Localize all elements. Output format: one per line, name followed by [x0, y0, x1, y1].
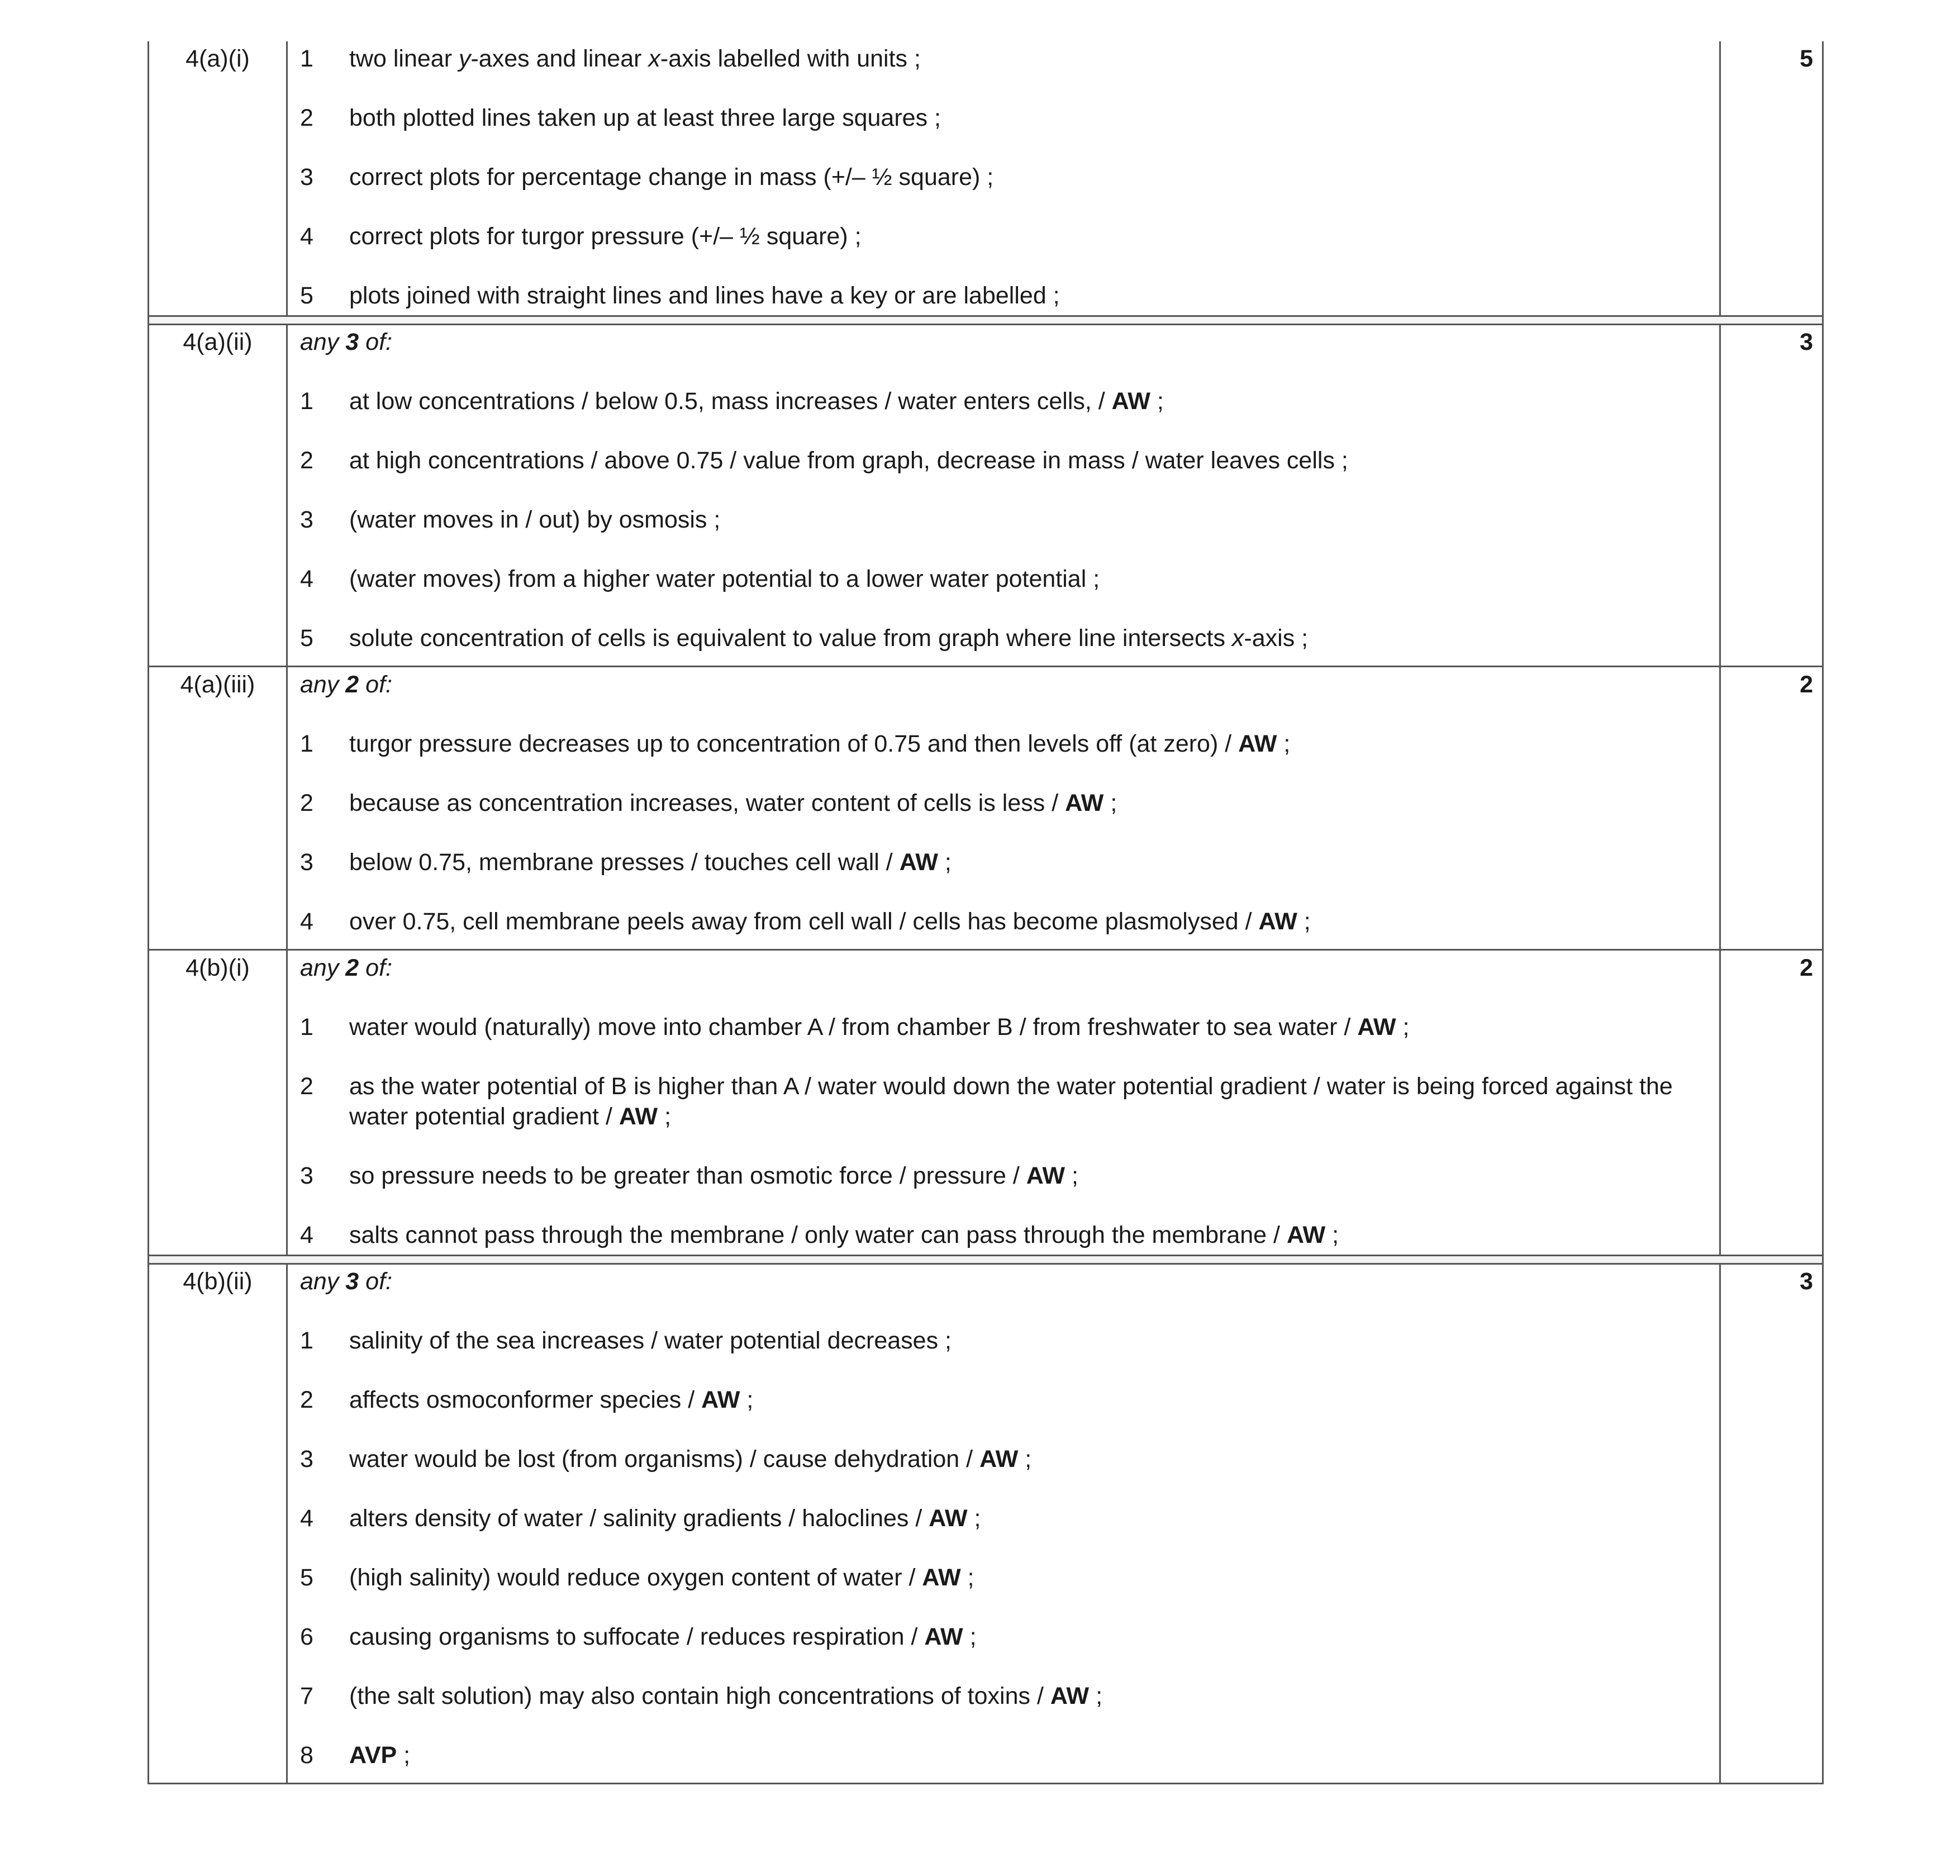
text-run: any	[300, 329, 346, 355]
bold-text: AW	[899, 849, 938, 876]
text-run: ;	[963, 1623, 977, 1650]
text-run: correct plots for percentage change in mass (+/– ½ square) ;	[349, 164, 994, 191]
point-text	[349, 1622, 1708, 1652]
point-text	[349, 1220, 1708, 1250]
text-run: ;	[1396, 1014, 1410, 1041]
text-run: -axis ;	[1244, 625, 1309, 652]
point-text	[349, 564, 1708, 594]
question-row	[148, 949, 1824, 1262]
question-number: 4(b)(i)	[149, 951, 288, 1262]
question-row	[148, 1262, 1824, 1784]
text-run: -axes and linear	[470, 45, 649, 72]
point-text	[349, 1503, 1708, 1533]
marking-point	[300, 847, 1708, 877]
text-run: ;	[1065, 1162, 1078, 1189]
question-number: 4(a)(i)	[149, 41, 288, 323]
point-number: 3	[300, 849, 313, 876]
bold-text: AW	[1065, 790, 1104, 816]
marking-point	[300, 281, 1708, 311]
text-run: salinity of the sea increases / water potential decreases ;	[349, 1327, 952, 1354]
point-text	[349, 788, 1708, 818]
point-number: 1	[300, 1327, 313, 1354]
text-run: salts cannot pass through the membrane / only water can pass through the membrane /	[349, 1222, 1287, 1248]
point-text	[349, 1012, 1708, 1042]
text-run: ;	[1325, 1222, 1339, 1248]
text-run: alters density of water / salinity gradients / haloclines /	[349, 1505, 929, 1532]
bold-text: AW	[1258, 908, 1297, 935]
question-number: 4(a)(iii)	[149, 667, 288, 949]
text-run: any	[300, 954, 346, 981]
text-run: ;	[960, 1564, 974, 1591]
bold-text: AW	[1286, 1222, 1326, 1248]
bold-text: AW	[1357, 1014, 1396, 1041]
bold-text: AW	[979, 1446, 1019, 1473]
point-number: 2	[300, 1386, 313, 1413]
marking-point	[300, 1071, 1708, 1132]
bold-text: 2	[345, 954, 359, 981]
question-row	[148, 41, 1824, 323]
marking-point	[300, 386, 1708, 416]
point-number: 3	[300, 506, 313, 533]
bold-text: 3	[345, 1268, 359, 1295]
marking-point	[300, 103, 1708, 133]
text-run: ;	[938, 849, 952, 876]
text-run: ;	[1089, 1683, 1103, 1709]
point-number: 4	[300, 566, 313, 592]
point-number: 3	[300, 164, 313, 191]
answer-intro	[300, 327, 1708, 357]
point-text	[349, 1326, 1708, 1356]
marking-point	[300, 1622, 1708, 1652]
point-number: 5	[300, 1564, 313, 1591]
point-text	[349, 445, 1708, 476]
text-run: below 0.75, membrane presses / touches cell wall /	[349, 849, 900, 876]
point-text	[349, 103, 1708, 133]
text-run: at low concentrations / below 0.5, mass increases / water enters cells, /	[349, 388, 1112, 415]
text-run: ;	[1150, 388, 1164, 415]
text-run: of:	[359, 671, 392, 698]
text-run: as the water potential of B is higher than A / water would down the water potential gradient / water is being forced against the water potential gradient /	[349, 1073, 1673, 1130]
point-text	[349, 1444, 1708, 1474]
bold-text: AW	[929, 1505, 968, 1532]
text-run: at high concentrations / above 0.75 / value from graph, decrease in mass / water leaves cells ;	[349, 447, 1348, 474]
point-number: 7	[300, 1683, 313, 1709]
point-text	[349, 505, 1708, 535]
point-number: 5	[300, 625, 313, 652]
italic-text: y	[458, 45, 471, 72]
text-run: -axis labelled with units ;	[660, 45, 921, 72]
bold-text: AW	[619, 1103, 658, 1130]
bold-text: AW	[1111, 388, 1150, 415]
text-run: ;	[397, 1742, 411, 1769]
text-run: of:	[359, 954, 392, 981]
text-run: correct plots for turgor pressure (+/– ½ square) ;	[349, 223, 862, 250]
point-number: 1	[300, 388, 313, 415]
bold-text: AW	[924, 1623, 963, 1650]
marking-point	[300, 221, 1708, 251]
point-text	[349, 847, 1708, 877]
point-number: 1	[300, 730, 313, 757]
point-number: 2	[300, 1073, 313, 1100]
marking-point	[300, 1161, 1708, 1191]
point-number: 5	[300, 282, 313, 309]
marking-point	[300, 729, 1708, 759]
bold-text: 2	[345, 671, 359, 698]
point-text	[349, 1562, 1708, 1593]
bold-text: 3	[345, 329, 359, 355]
point-text	[349, 623, 1708, 653]
marking-point	[300, 1681, 1708, 1711]
question-row	[148, 666, 1824, 949]
point-number: 4	[300, 1505, 313, 1532]
text-run: ;	[1103, 790, 1117, 816]
marking-point	[300, 1562, 1708, 1593]
point-number: 6	[300, 1623, 313, 1650]
bold-text: AW	[1238, 730, 1277, 757]
text-run: of:	[359, 1268, 392, 1295]
marking-point	[300, 445, 1708, 476]
point-number: 1	[300, 45, 313, 72]
text-run: ;	[1277, 730, 1291, 757]
bold-text: AVP	[349, 1742, 397, 1769]
mark-scheme-table	[148, 41, 1824, 1784]
question-number: 4(b)(ii)	[149, 1264, 288, 1783]
marking-point	[300, 1385, 1708, 1415]
point-number: 2	[300, 105, 313, 131]
marking-point	[300, 1220, 1708, 1250]
text-run: (water moves) from a higher water potential to a lower water potential ;	[349, 566, 1100, 592]
italic-text: x	[648, 45, 660, 72]
text-run: both plotted lines taken up at least three large squares ;	[349, 105, 941, 131]
marking-point	[300, 505, 1708, 535]
marks-value: 2	[1800, 954, 1813, 981]
text-run: ;	[740, 1386, 754, 1413]
italic-text: x	[1231, 625, 1244, 652]
point-text	[349, 1740, 1708, 1770]
answer-intro	[300, 1266, 1708, 1296]
point-number: 4	[300, 1222, 313, 1248]
bold-text: AW	[922, 1564, 961, 1591]
answer-cell	[288, 41, 1721, 323]
marking-point	[300, 906, 1708, 937]
bold-text: AW	[1050, 1683, 1090, 1709]
marking-point	[300, 1012, 1708, 1042]
marking-point	[300, 44, 1708, 74]
text-run: solute concentration of cells is equivalent to value from graph where line intersects	[349, 625, 1232, 652]
marking-point	[300, 564, 1708, 594]
marking-point	[300, 1740, 1708, 1770]
text-run: causing organisms to suffocate / reduces respiration /	[349, 1623, 925, 1650]
point-text	[349, 44, 1708, 74]
answer-cell	[288, 1264, 1721, 1783]
bold-text: AW	[701, 1386, 740, 1413]
text-run: water would be lost (from organisms) / cause dehydration /	[349, 1446, 980, 1473]
text-run: turgor pressure decreases up to concentration of 0.75 and then levels off (at zero) /	[349, 730, 1239, 757]
marks-value: 3	[1800, 329, 1813, 355]
text-run: ;	[1297, 908, 1311, 935]
answer-cell	[288, 667, 1721, 949]
point-number: 4	[300, 908, 313, 935]
marking-point	[300, 1326, 1708, 1356]
marking-point	[300, 1503, 1708, 1533]
text-run: of:	[359, 329, 392, 355]
point-number: 2	[300, 790, 313, 816]
answer-cell	[288, 951, 1721, 1262]
marks-value: 2	[1800, 671, 1813, 698]
answer-cell	[288, 325, 1721, 666]
answer-intro	[300, 669, 1708, 700]
point-text	[349, 1385, 1708, 1415]
point-text	[349, 1071, 1708, 1132]
text-run: ;	[1018, 1446, 1032, 1473]
question-row	[148, 323, 1824, 666]
text-run: (water moves in / out) by osmosis ;	[349, 506, 721, 533]
text-run: because as concentration increases, water content of cells is less /	[349, 790, 1065, 816]
marking-point	[300, 1444, 1708, 1474]
text-run: any	[300, 1268, 346, 1295]
text-run: so pressure needs to be greater than osmotic force / pressure /	[349, 1162, 1026, 1189]
text-run: two linear	[349, 45, 459, 72]
point-text	[349, 729, 1708, 759]
text-run: affects osmoconformer species /	[349, 1386, 702, 1413]
point-text	[349, 281, 1708, 311]
point-number: 3	[300, 1162, 313, 1189]
text-run: ;	[967, 1505, 981, 1532]
text-run: water would (naturally) move into chamber A / from chamber B / from freshwater to sea water /	[349, 1014, 1358, 1041]
marks-value: 3	[1800, 1268, 1813, 1295]
text-run: plots joined with straight lines and lines have a key or are labelled ;	[349, 282, 1060, 309]
marking-point	[300, 788, 1708, 818]
point-text	[349, 1681, 1708, 1711]
text-run: any	[300, 671, 346, 698]
question-number: 4(a)(ii)	[149, 325, 288, 666]
bold-text: AW	[1026, 1162, 1065, 1189]
text-run: (high salinity) would reduce oxygen content of water /	[349, 1564, 922, 1591]
marks-value: 5	[1800, 45, 1813, 72]
text-run: (the salt solution) may also contain high concentrations of toxins /	[349, 1683, 1050, 1709]
point-text	[349, 1161, 1708, 1191]
marking-point	[300, 162, 1708, 192]
text-run: ;	[658, 1103, 672, 1130]
point-text	[349, 906, 1708, 937]
point-number: 1	[300, 1014, 313, 1041]
point-number: 3	[300, 1446, 313, 1473]
point-text	[349, 162, 1708, 192]
point-number: 2	[300, 447, 313, 474]
point-text	[349, 386, 1708, 416]
point-number: 4	[300, 223, 313, 250]
text-run: over 0.75, cell membrane peels away from cell wall / cells has become plasmolysed /	[349, 908, 1259, 935]
point-number: 8	[300, 1742, 313, 1769]
point-text	[349, 221, 1708, 251]
answer-intro	[300, 953, 1708, 983]
marking-point	[300, 623, 1708, 653]
